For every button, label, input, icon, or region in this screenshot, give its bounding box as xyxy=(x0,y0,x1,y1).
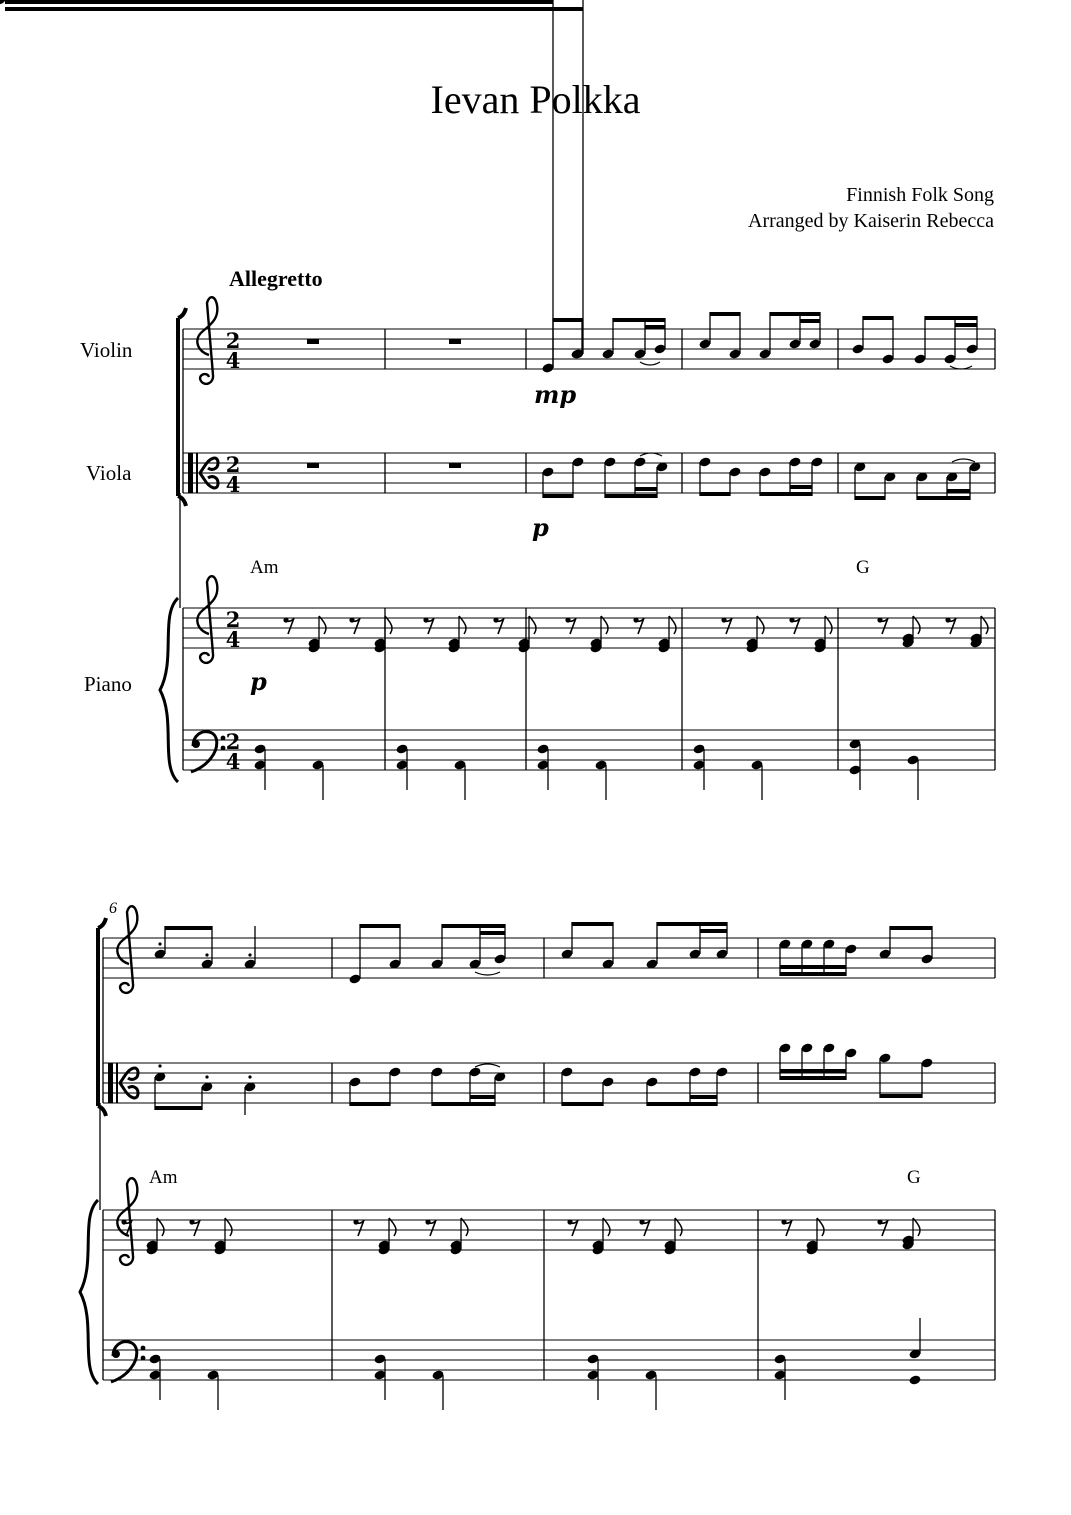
time-signature-top: 2 xyxy=(225,729,241,754)
time-signature-bottom: 4 xyxy=(225,627,241,652)
beam xyxy=(5,7,583,11)
eighth-rest-icon xyxy=(781,1219,792,1236)
treble-clef-icon xyxy=(117,1178,137,1265)
treble-clef-icon xyxy=(197,297,217,384)
beam xyxy=(543,494,573,498)
beam xyxy=(890,926,932,930)
eighth-rest-icon xyxy=(567,1219,578,1236)
beam xyxy=(480,931,505,935)
eighth-rest-icon xyxy=(189,1219,200,1236)
beam xyxy=(780,965,846,969)
eighth-rest-icon xyxy=(877,617,888,634)
flag xyxy=(529,616,536,634)
tie xyxy=(475,1064,500,1067)
eighth-rest-icon xyxy=(789,617,800,634)
bracket-icon xyxy=(178,308,186,506)
beam xyxy=(432,1102,495,1106)
arranger-credit: Arranged by Kaiserin Rebecca xyxy=(748,210,994,232)
instrument-label-violin: Violin xyxy=(80,338,133,362)
eighth-rest-icon xyxy=(639,1219,650,1236)
beam xyxy=(635,487,657,491)
eighth-rest-icon xyxy=(493,617,504,634)
staccato-dot xyxy=(158,942,161,945)
beam xyxy=(470,1095,495,1099)
beam xyxy=(562,1102,603,1106)
flag xyxy=(913,1218,920,1236)
eighth-rest-icon xyxy=(423,617,434,634)
beam xyxy=(700,492,730,496)
time-signature-bottom: 4 xyxy=(225,749,241,774)
flag xyxy=(981,616,988,634)
beam xyxy=(710,312,740,316)
beam xyxy=(790,485,812,489)
flag xyxy=(385,616,392,634)
time-signature-bottom: 4 xyxy=(225,472,241,497)
beam xyxy=(350,1102,390,1106)
dynamic-piano: p xyxy=(250,667,267,696)
eighth-rest-icon xyxy=(633,617,644,634)
treble-clef-icon xyxy=(197,576,217,663)
beam xyxy=(613,318,665,322)
beam xyxy=(5,0,553,4)
eighth-rest-icon xyxy=(721,617,732,634)
whole-rest-icon xyxy=(307,463,319,468)
flag xyxy=(757,616,764,634)
beam xyxy=(780,972,846,976)
chord-symbol: Am xyxy=(149,1167,178,1188)
eighth-rest-icon xyxy=(353,1219,364,1236)
tie xyxy=(640,362,660,365)
beam xyxy=(165,926,212,930)
beam xyxy=(700,929,727,933)
whole-rest-icon xyxy=(449,463,461,468)
brace-icon xyxy=(80,1200,98,1384)
dynamic-violin: mp xyxy=(534,380,577,409)
flag xyxy=(675,1218,682,1236)
staccato-dot xyxy=(158,1064,161,1067)
flag xyxy=(389,1218,396,1236)
time-signature-top: 2 xyxy=(225,328,241,353)
chord-symbol: Am xyxy=(250,557,279,578)
beam xyxy=(442,924,505,928)
beam xyxy=(657,922,727,926)
beam xyxy=(880,1094,922,1098)
chord-symbol: G xyxy=(907,1167,921,1188)
beam xyxy=(572,922,613,926)
flag xyxy=(157,1218,164,1236)
beam xyxy=(553,318,582,322)
beam xyxy=(605,494,657,498)
beam xyxy=(645,325,665,329)
beam xyxy=(780,1069,846,1073)
beam xyxy=(780,1076,846,1080)
tempo-marking: Allegretto xyxy=(229,266,323,291)
eighth-rest-icon xyxy=(425,1219,436,1236)
flag xyxy=(825,616,832,634)
composer-credit: Finnish Folk Song xyxy=(846,184,994,206)
beam xyxy=(863,316,893,320)
flag xyxy=(459,616,466,634)
measure-number: 6 xyxy=(109,900,117,917)
bass-clef-icon xyxy=(191,732,225,772)
staccato-dot xyxy=(205,1075,208,1078)
flag xyxy=(669,616,676,634)
eighth-rest-icon xyxy=(945,617,956,634)
beam xyxy=(155,1106,202,1110)
instrument-label-piano: Piano xyxy=(84,672,132,696)
flag xyxy=(817,1218,824,1236)
eighth-rest-icon xyxy=(565,617,576,634)
tie xyxy=(475,972,500,975)
beam xyxy=(917,496,970,500)
staccato-dot xyxy=(248,1075,251,1078)
treble-clef-icon xyxy=(117,906,137,993)
bass-clef-icon xyxy=(111,1342,145,1382)
flag xyxy=(319,616,326,634)
staccato-dot xyxy=(205,953,208,956)
time-signature-bottom: 4 xyxy=(225,348,241,373)
beam xyxy=(647,1102,717,1106)
eighth-rest-icon xyxy=(283,617,294,634)
instrument-label-viola: Viola xyxy=(86,461,132,485)
whole-rest-icon xyxy=(307,339,319,344)
beam xyxy=(760,492,812,496)
staccato-dot xyxy=(248,953,251,956)
whole-rest-icon xyxy=(449,339,461,344)
brace-icon xyxy=(160,598,178,782)
score-title: Ievan Polkka xyxy=(430,77,641,122)
flag xyxy=(461,1218,468,1236)
time-signature-top: 2 xyxy=(225,452,241,477)
flag xyxy=(601,616,608,634)
beam xyxy=(690,1095,717,1099)
beam xyxy=(855,496,885,500)
flag xyxy=(225,1218,232,1236)
time-signature-top: 2 xyxy=(225,607,241,632)
beam xyxy=(947,489,970,493)
notehead xyxy=(908,1374,921,1385)
beam xyxy=(955,323,977,327)
beam xyxy=(925,316,977,320)
beam xyxy=(770,312,820,316)
eighth-rest-icon xyxy=(877,1219,888,1236)
tie xyxy=(952,459,975,462)
flag xyxy=(603,1218,610,1236)
beam xyxy=(800,319,820,323)
eighth-rest-icon xyxy=(349,617,360,634)
beam xyxy=(360,924,400,928)
dynamic-viola: p xyxy=(532,513,549,542)
flag xyxy=(913,616,920,634)
chord-symbol: G xyxy=(856,557,870,578)
